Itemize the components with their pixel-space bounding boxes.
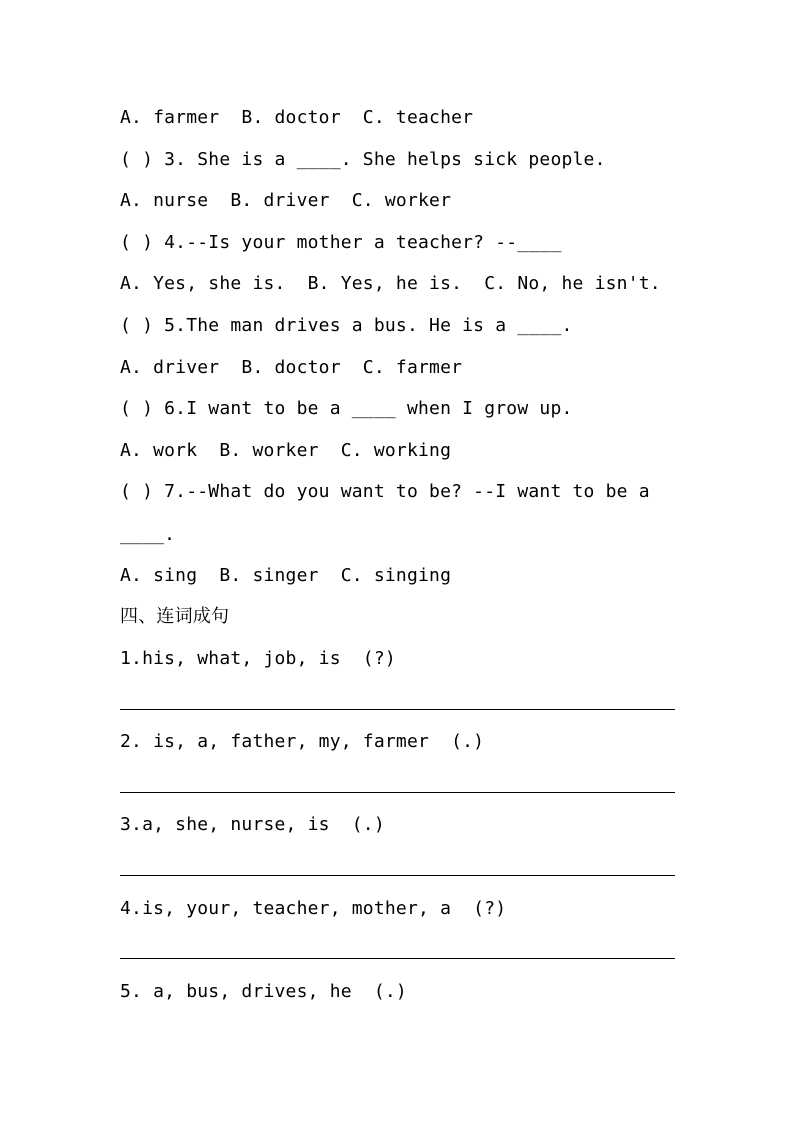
- q5-question: ( ) 5.The man drives a bus. He is a ____.: [120, 315, 573, 336]
- q6-options: A. work B. worker C. working: [120, 440, 452, 461]
- word-order-item: 2. is, a, father, my, farmer (.): [120, 731, 485, 752]
- q2-options: A. farmer B. doctor C. teacher: [120, 107, 474, 128]
- answer-line: [120, 875, 675, 876]
- word-order-item: 4.is, your, teacher, mother, a (?): [120, 898, 507, 919]
- q3-options: A. nurse B. driver C. worker: [120, 190, 452, 211]
- q7-question-continued: ____.: [120, 524, 176, 545]
- q7-question: ( ) 7.--What do you want to be? --I want to be a: [120, 481, 650, 502]
- answer-line: [120, 792, 675, 793]
- q7-options: A. sing B. singer C. singing: [120, 565, 452, 586]
- section-title: 四、连词成句: [120, 606, 230, 627]
- answer-line: [120, 709, 675, 710]
- q4-question: ( ) 4.--Is your mother a teacher? --____: [120, 232, 562, 253]
- answer-line: [120, 958, 675, 959]
- word-order-item: 3.a, she, nurse, is (.): [120, 814, 385, 835]
- q4-options: A. Yes, she is. B. Yes, he is. C. No, he isn't.: [120, 273, 661, 294]
- q3-question: ( ) 3. She is a ____. She helps sick people.: [120, 149, 606, 170]
- word-order-item: 1.his, what, job, is (?): [120, 648, 396, 669]
- q5-options: A. driver B. doctor C. farmer: [120, 357, 463, 378]
- word-order-item: 5. a, bus, drives, he (.): [120, 981, 407, 1002]
- q6-question: ( ) 6.I want to be a ____ when I grow up.: [120, 398, 573, 419]
